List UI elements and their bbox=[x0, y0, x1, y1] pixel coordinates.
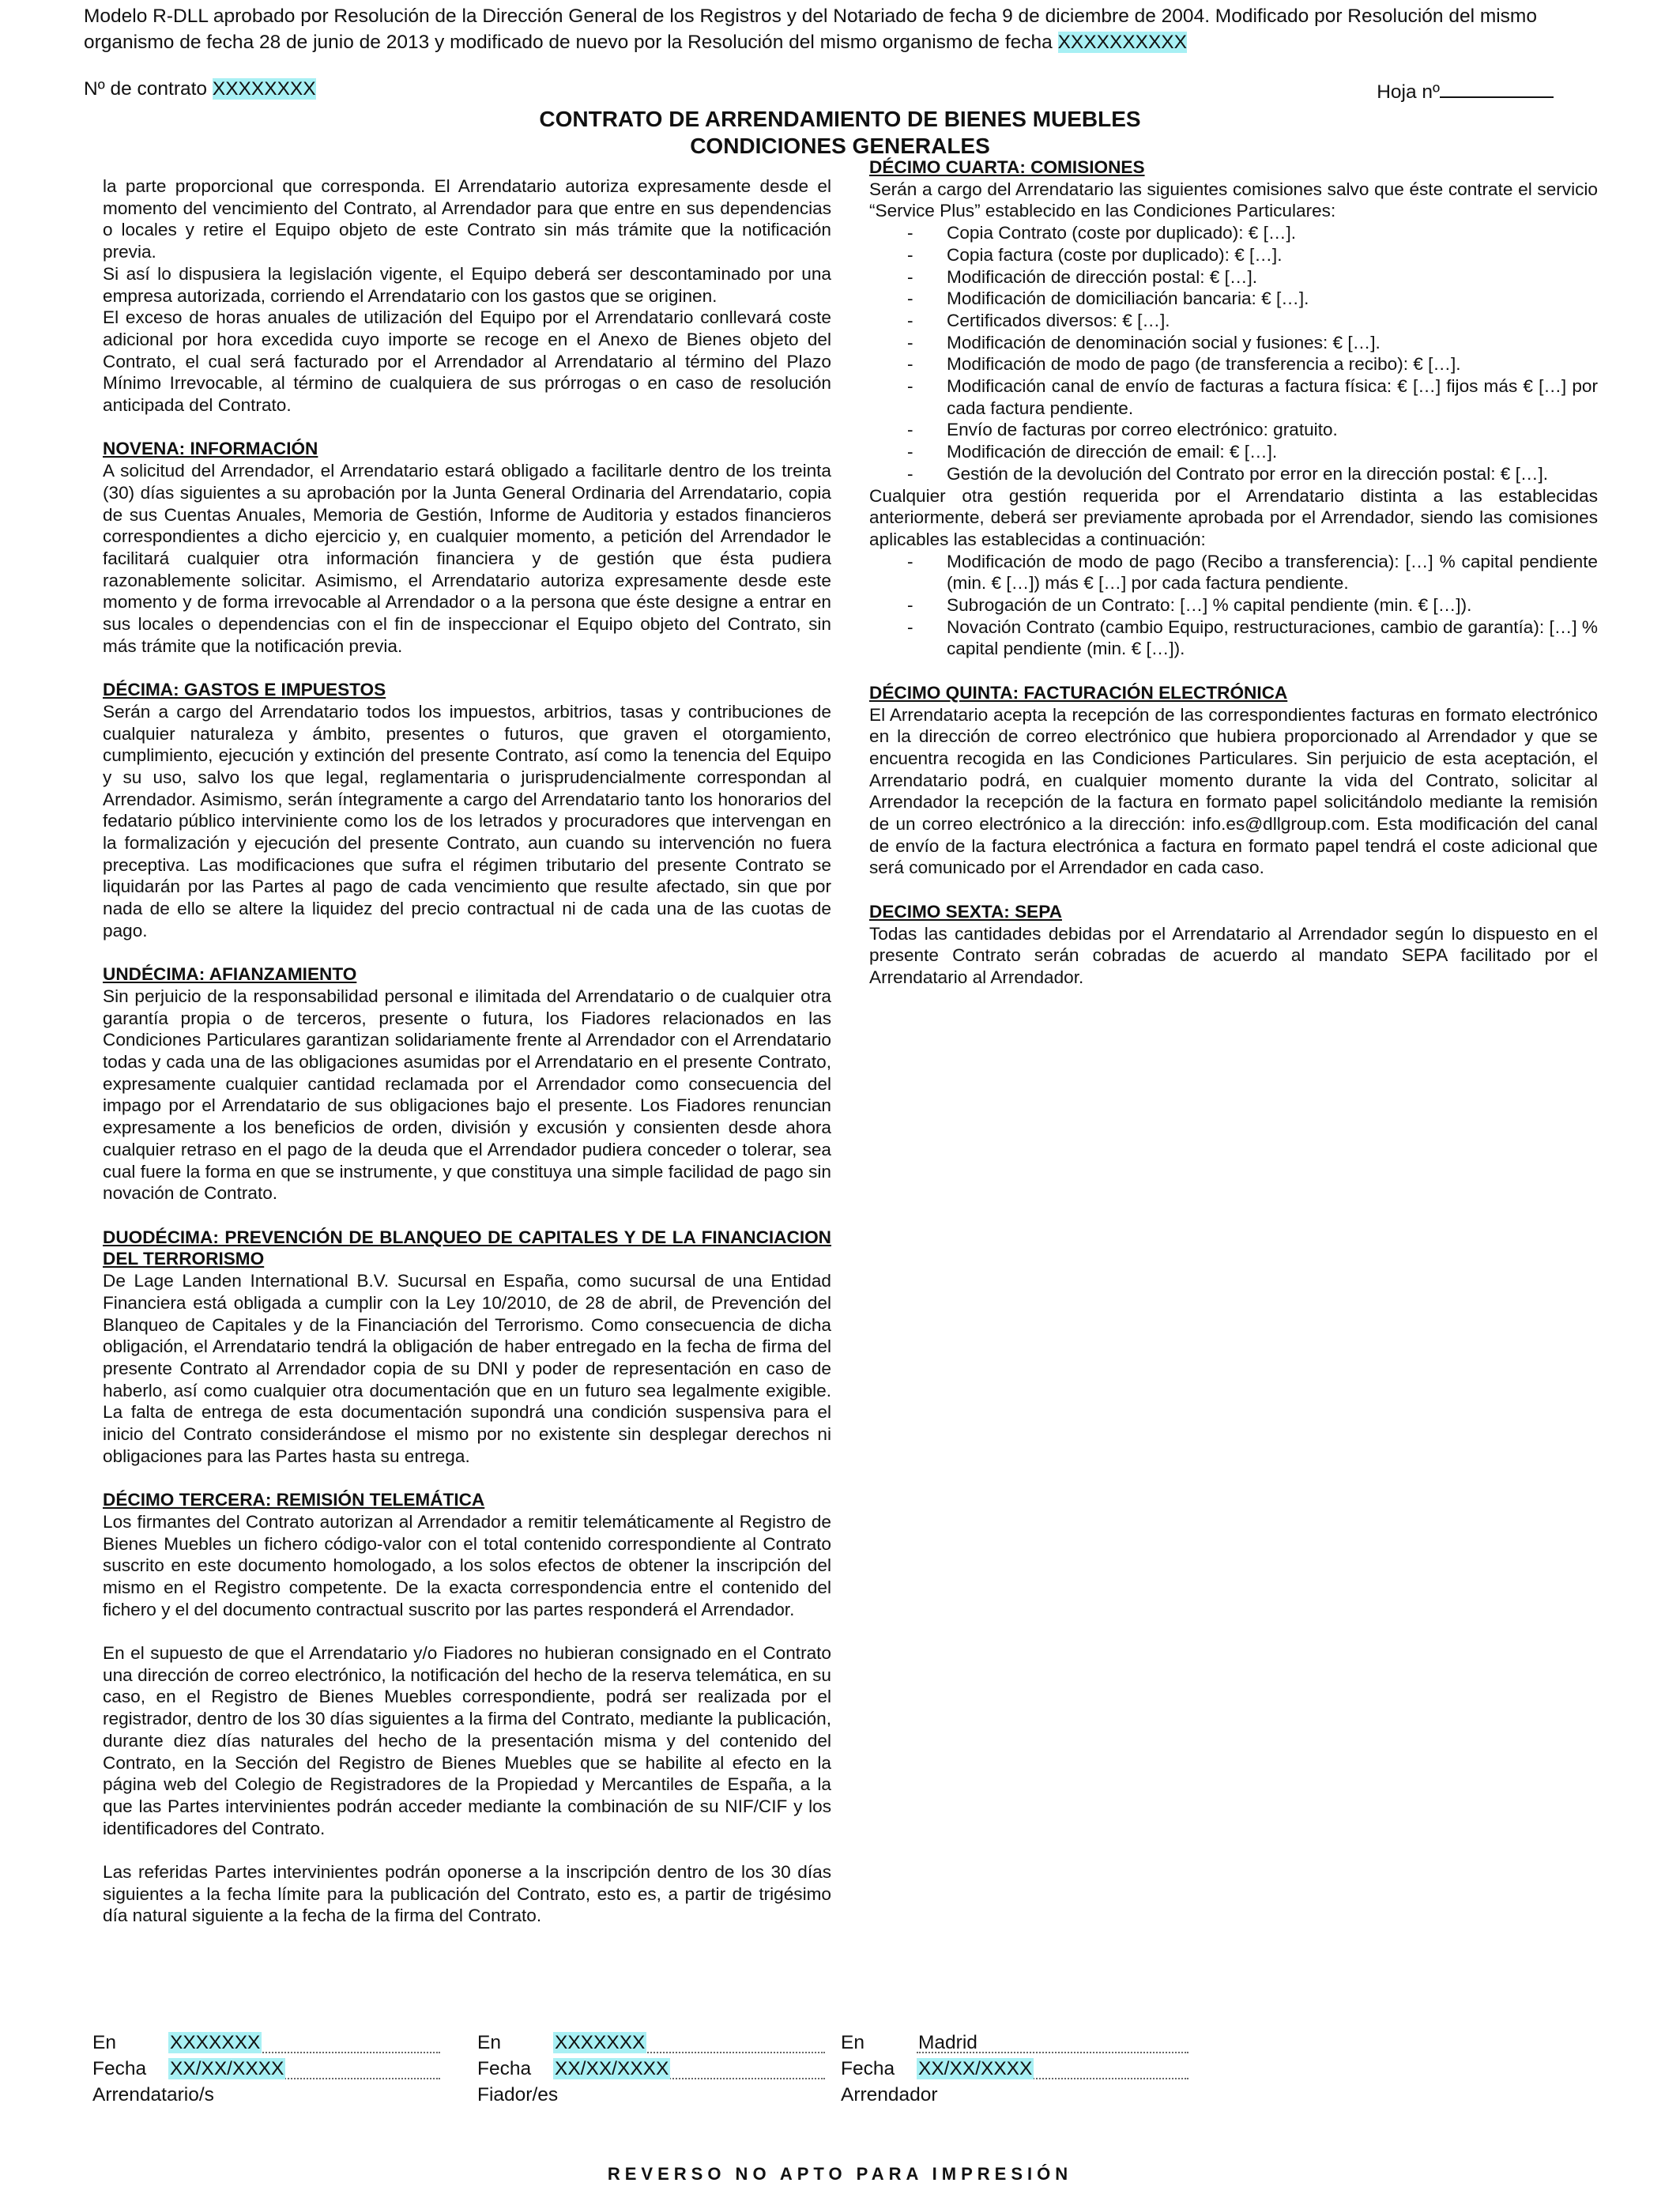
dash-bullet: - bbox=[907, 266, 913, 287]
fee-item bbox=[869, 419, 1598, 441]
fee-item bbox=[869, 222, 1598, 244]
fee-item-text: Modificación de domiciliación bancaria: € […]. bbox=[947, 288, 1309, 309]
signature-place-row bbox=[477, 2030, 825, 2056]
fee-item bbox=[869, 244, 1598, 266]
date-label: Fecha bbox=[477, 2058, 532, 2079]
dash-bullet: - bbox=[907, 616, 913, 637]
section-novena bbox=[103, 438, 831, 657]
place-value: Madrid bbox=[918, 2032, 977, 2053]
fee-list bbox=[869, 222, 1598, 484]
fee-item-text: Subrogación de un Contrato: […] % capital pendiente (min. € […]). bbox=[947, 595, 1472, 616]
place-label: En bbox=[92, 2032, 116, 2053]
fee-item-text: Modificación de modo de pago (Recibo a transferencia): […] % capital pendiente (min. € […]) más € […] por cada factura pendiente. bbox=[947, 551, 1598, 594]
date-label: Fecha bbox=[92, 2058, 147, 2079]
header-note-placeholder: XXXXXXXXXX bbox=[1057, 32, 1187, 53]
fee-item bbox=[869, 616, 1598, 660]
right-column bbox=[869, 156, 1598, 1010]
place-value: XXXXXXX bbox=[555, 2032, 646, 2053]
fee-item bbox=[869, 288, 1598, 310]
section-decima bbox=[103, 679, 831, 941]
signature-block-arrendatario bbox=[92, 2030, 440, 2108]
section-middle: Cualquier otra gestión requerida por el Arrendatario distinta a las establecidas anteriormente, deberá ser previamente aprobada por el Arrendador, siendo las comisiones aplicables las establecidas a continuación: bbox=[869, 485, 1598, 549]
section-title: DÉCIMA: GASTOS E IMPUESTOS bbox=[103, 680, 386, 700]
fee-item bbox=[869, 332, 1598, 354]
fee-item-text: Modificación canal de envío de facturas a factura física: € […] fijos más € […] por cada factura pendiente. bbox=[947, 376, 1598, 418]
document-title-line1: CONTRATO DE ARRENDAMIENTO DE BIENES MUEBLES bbox=[539, 107, 1141, 131]
section-undecima bbox=[103, 963, 831, 1204]
fee-item-text: Modificación de denominación social y fusiones: € […]. bbox=[947, 332, 1381, 352]
section-body: Las referidas Partes intervinientes podrán oponerse a la inscripción dentro de los 30 días siguientes a la fecha límite para la publicación del Contrato, esto es, a partir de trigésimo día natural siguiente a la fecha de la firma del Contrato. bbox=[103, 1862, 831, 1926]
date-field[interactable] bbox=[917, 2056, 1188, 2079]
sheet-number-label: Hoja nº bbox=[1377, 81, 1440, 103]
signature-date-row bbox=[477, 2056, 825, 2082]
intro-paragraph: El exceso de horas anuales de utilización del Equipo por el Arrendatario conllevará coste adicional por hora excedida cuyo importe se recoge en el Anexo de Bienes objeto del Contrato, el cual será facturado por el Arrendador al Arrendatario al término del Plazo Mínimo Irrevocable, al término de cualquiera de sus prórrogas o en caso de resolución anticipada del Contrato. bbox=[103, 307, 831, 416]
fee-item bbox=[869, 594, 1598, 616]
fee-item bbox=[869, 375, 1598, 419]
dash-bullet: - bbox=[907, 223, 913, 243]
section-body: El Arrendatario acepta la recepción de las correspondientes facturas en formato electrónico en la dirección de correo electrónico que hubiera proporcionado al Arrendador y que se encuentra recogida en las Condiciones Particulares. Sin perjuicio de esta aceptación, el Arrendatario podrá, en cualquier momento durante la vida del Contrato, solicitar al Arrendador la recepción de la factura en formato papel solicitándolo mediante la remisión de un correo electrónico a la dirección: info.es@dllgroup.com. Esta modificación del canal de envío de la factura electrónica a factura en formato papel tendrá el coste adicional que será comunicado por el Arrendador en cada caso. bbox=[869, 704, 1598, 878]
signature-place-row bbox=[92, 2030, 440, 2056]
left-column bbox=[103, 175, 831, 1949]
place-field[interactable] bbox=[917, 2030, 1188, 2053]
fee-list-additional bbox=[869, 551, 1598, 661]
section-body: Los firmantes del Contrato autorizan al Arrendador a remitir telemáticamente al Registro de Bienes Muebles un fichero código-valor con el total contenido correspondiente al Contrato suscrito en este documento homologado, a los solos efectos de obtener la inscripción del mismo en el Registro competente. De la exacta correspondencia entre el contenido del fichero y el del documento contractual suscrito por las partes responderá el Arrendador. bbox=[103, 1511, 831, 1619]
signature-block-arrendador bbox=[841, 2030, 1188, 2108]
date-field[interactable] bbox=[553, 2056, 825, 2079]
place-value: XXXXXXX bbox=[170, 2032, 261, 2053]
fee-item-text: Modificación de modo de pago (de transferencia a recibo): € […]. bbox=[947, 354, 1461, 375]
section-decimo-quinta bbox=[869, 682, 1598, 879]
date-value: XX/XX/XXXX bbox=[170, 2058, 284, 2079]
paragraph-spacer bbox=[103, 1839, 831, 1861]
footer-note: REVERSO NO APTO PARA IMPRESIÓN bbox=[607, 2164, 1073, 2184]
fee-item-text: Copia factura (coste por duplicado): € […]. bbox=[947, 244, 1283, 265]
header-note bbox=[84, 3, 1603, 55]
signature-place-row bbox=[841, 2030, 1188, 2056]
dash-bullet: - bbox=[907, 420, 913, 440]
section-body: Sin perjuicio de la responsabilidad personal e ilimitada del Arrendatario o de cualquier otra garantía propia o de terceros, presente o futura, los Fiadores relacionados en las Condiciones Particulares garantizan solidariamente frente al Arrendador con el Arrendatario todas y cada una de las obligaciones asumidas por el Arrendatario en el presente Contrato, expresamente cualquier cantidad reclamada por el Arrendador como consecuencia del impago por el Arrendatario de sus obligaciones bajo el presente. Los Fiadores renuncian expresamente a los beneficios de orden, división y excusión y consienten desde ahora cualquier retraso en el pago de la deuda que el Arrendador pudiera conceder o tolerar, sea cual fuere la forma en que se instrumente, y que constituya una simple facilidad de pago sin novación de Contrato. bbox=[103, 986, 831, 1204]
fee-item bbox=[869, 266, 1598, 288]
section-title: DÉCIMO CUARTA: COMISIONES bbox=[869, 157, 1145, 177]
place-label: En bbox=[841, 2032, 864, 2053]
section-body: Serán a cargo del Arrendatario todos los impuestos, arbitrios, tasas y contribuciones de cualquier naturaleza y ámbito, presentes o futuros, que graven el otorgamiento, cumplimiento, ejecución y extinción del presente Contrato, así como la tenencia del Equipo y su uso, salvo los que legal, reglamentaria o jurisprudencialmente correspondan al Arrendador. Asimismo, serán íntegramente a cargo del Arrendatario tanto los honorarios del fedatario público interviniente como los de los letrados y procuradores que intervengan en la formalización y ejecución del presente Contrato, aun cuando su intervención no fuera preceptiva. Las modificaciones que sufra el régimen tributario del presente Contrato se liquidarán por las Partes al pago de cada vencimiento que resulte afectado, sin que por nada de ello se altere la liquidez del precio contractual ni de cada una de las cuotas de pago. bbox=[103, 701, 831, 941]
dash-bullet: - bbox=[907, 354, 913, 375]
document-title bbox=[0, 106, 1680, 160]
fee-item bbox=[869, 463, 1598, 485]
section-title: DÉCIMO TERCERA: REMISIÓN TELEMÁTICA bbox=[103, 1490, 485, 1510]
contract-number-value: XXXXXXXX bbox=[212, 78, 316, 100]
sheet-number bbox=[1377, 77, 1554, 104]
paragraph-spacer bbox=[103, 1620, 831, 1642]
fee-item-text: Novación Contrato (cambio Equipo, restructuraciones, cambio de garantía): […] % capital pendiente (min. € […]). bbox=[947, 616, 1598, 659]
fee-item-text: Modificación de dirección postal: € […]. bbox=[947, 266, 1258, 287]
section-body: De Lage Landen International B.V. Sucursal en España, como sucursal de una Entidad Financiera está obligada a cumplir con la Ley 10/2010, de 28 de abril, de Prevención del Blanqueo de Capitales y de la Financiación del Terrorismo. Como consecuencia de dicha obligación, el Arrendatario tendrá la obligación de haber entregado en la fecha de firma del presente Contrato al Arrendador copia de su DNI y poder de representación en caso de haberlo, así como cualquier otra documentación que en un futuro sea legalmente exigible. La falta de entrega de esta documentación supondrá una condición suspensiva para el inicio del Contrato considerándose el mismo por no existente sin desplegar derechos ni obligaciones para las Partes hasta su entrega. bbox=[103, 1271, 831, 1466]
fee-item bbox=[869, 310, 1598, 332]
section-title: DUODÉCIMA: PREVENCIÓN DE BLANQUEO DE CAPITALES Y DE LA FINANCIACION DEL TERRORISMO bbox=[103, 1227, 831, 1269]
fee-item bbox=[869, 551, 1598, 594]
date-value: XX/XX/XXXX bbox=[555, 2058, 669, 2079]
header-note-text: Modelo R-DLL aprobado por Resolución de la Dirección General de los Registros y del Notariado de fecha 9 de diciembre de 2004. Modificado por Resolución del mismo organismo de fecha 28 de junio de 2013 y modificado de nuevo por la Resolución del mismo organismo de fecha bbox=[84, 6, 1537, 53]
section-title: DÉCIMO QUINTA: FACTURACIÓN ELECTRÓNICA bbox=[869, 682, 1288, 703]
fee-item-text: Copia Contrato (coste por duplicado): € […]. bbox=[947, 223, 1297, 243]
fee-item-text: Certificados diversos: € […]. bbox=[947, 310, 1170, 330]
section-title: DECIMO SEXTA: SEPA bbox=[869, 901, 1062, 922]
date-field[interactable] bbox=[168, 2056, 440, 2079]
fee-item bbox=[869, 441, 1598, 463]
signature-role: Arrendador bbox=[841, 2084, 938, 2105]
dash-bullet: - bbox=[907, 376, 913, 397]
dash-bullet: - bbox=[907, 310, 913, 330]
place-field[interactable] bbox=[553, 2030, 825, 2053]
dash-bullet: - bbox=[907, 551, 913, 571]
signature-date-row bbox=[92, 2056, 440, 2082]
section-title: NOVENA: INFORMACIÓN bbox=[103, 439, 318, 459]
dash-bullet: - bbox=[907, 463, 913, 484]
place-label: En bbox=[477, 2032, 501, 2053]
date-label: Fecha bbox=[841, 2058, 895, 2079]
section-decimo-sexta bbox=[869, 901, 1598, 989]
contract-row bbox=[84, 77, 1554, 101]
section-title: UNDÉCIMA: AFIANZAMIENTO bbox=[103, 964, 357, 985]
section-decimo-cuarta bbox=[869, 156, 1598, 660]
document-title-line2: CONDICIONES GENERALES bbox=[690, 134, 990, 158]
section-intro bbox=[103, 175, 831, 417]
intro-paragraph: Si así lo dispusiera la legislación vigente, el Equipo deberá ser descontaminado por una empresa autorizada, corriendo el Arrendatario con los gastos que se originen. bbox=[103, 263, 831, 306]
signature-role: Fiador/es bbox=[477, 2084, 559, 2105]
fee-item-text: Envío de facturas por correo electrónico: gratuito. bbox=[947, 420, 1338, 440]
fee-item-text: Gestión de la devolución del Contrato por error en la dirección postal: € […]. bbox=[947, 463, 1549, 484]
dash-bullet: - bbox=[907, 595, 913, 616]
fee-item-text: Modificación de dirección de email: € […]. bbox=[947, 442, 1278, 462]
contract-number-label: Nº de contrato bbox=[84, 78, 208, 100]
section-intro: Serán a cargo del Arrendatario las siguientes comisiones salvo que éste contrate el servicio “Service Plus” establecido en las Condiciones Particulares: bbox=[869, 179, 1598, 221]
dash-bullet: - bbox=[907, 442, 913, 462]
signature-date-row bbox=[841, 2056, 1188, 2082]
intro-paragraph: la parte proporcional que corresponda. El Arrendatario autoriza expresamente desde el momento del vencimiento del Contrato, al Arrendador para que entre en sus dependencias o locales y retire el Equipo objeto de este Contrato sin más trámite que la notificación previa. bbox=[103, 176, 831, 262]
place-field[interactable] bbox=[168, 2030, 440, 2053]
signature-role: Arrendatario/s bbox=[92, 2084, 214, 2105]
section-body: En el supuesto de que el Arrendatario y/o Fiadores no hubieran consignado en el Contrato una dirección de correo electrónico, la notificación del hecho de la reserva telemática, en su caso, en el Registro de Bienes Muebles correspondiente, podrá ser realizada por el registrador, dentro de los 30 días siguientes a la firma del Contrato, mediante la publicación, durante diez días naturales del hecho de la presentación misma y del contenido del Contrato, en la Sección del Registro de Bienes Muebles que se habilite al efecto en la página web del Colegio de Registradores de la Propiedad y Mercantiles de España, a la que las Partes intervinientes podrán acceder mediante la combinación de su NIF/CIF y los identificadores del Contrato. bbox=[103, 1643, 831, 1838]
dash-bullet: - bbox=[907, 288, 913, 309]
dash-bullet: - bbox=[907, 332, 913, 352]
signature-block-fiador bbox=[477, 2030, 825, 2108]
section-body: A solicitud del Arrendador, el Arrendatario estará obligado a facilitarle dentro de los treinta (30) días siguientes a su aprobación por la Junta General Ordinaria del Arrendatario, copia de sus Cuentas Anuales, Memoria de Gestión, Informe de Auditoria y estados financieros correspondientes a dicho ejercicio y, en cualquier momento, a petición del Arrendador le facilitará cualquier otra información financiera y de gestión que ésta pudiera razonablemente solicitar. Asimismo, el Arrendatario autoriza expresamente desde este momento y de forma irrevocable al Arrendador o a la persona que éste designe a entrar en sus locales o dependencias con el fin de inspeccionar el Equipo objeto del Contrato, sin más trámite que la notificación previa. bbox=[103, 461, 831, 656]
fee-item bbox=[869, 353, 1598, 375]
section-body: Todas las cantidades debidas por el Arrendatario al Arrendador según lo dispuesto en el presente Contrato serán cobradas de acuerdo al mandato SEPA facilitado por el Arrendatario al Arrendador. bbox=[869, 923, 1598, 987]
sheet-number-line bbox=[1440, 77, 1554, 98]
dash-bullet: - bbox=[907, 244, 913, 265]
date-value: XX/XX/XXXX bbox=[918, 2058, 1033, 2079]
section-duodecima bbox=[103, 1227, 831, 1468]
section-decimo-tercera bbox=[103, 1489, 831, 1927]
